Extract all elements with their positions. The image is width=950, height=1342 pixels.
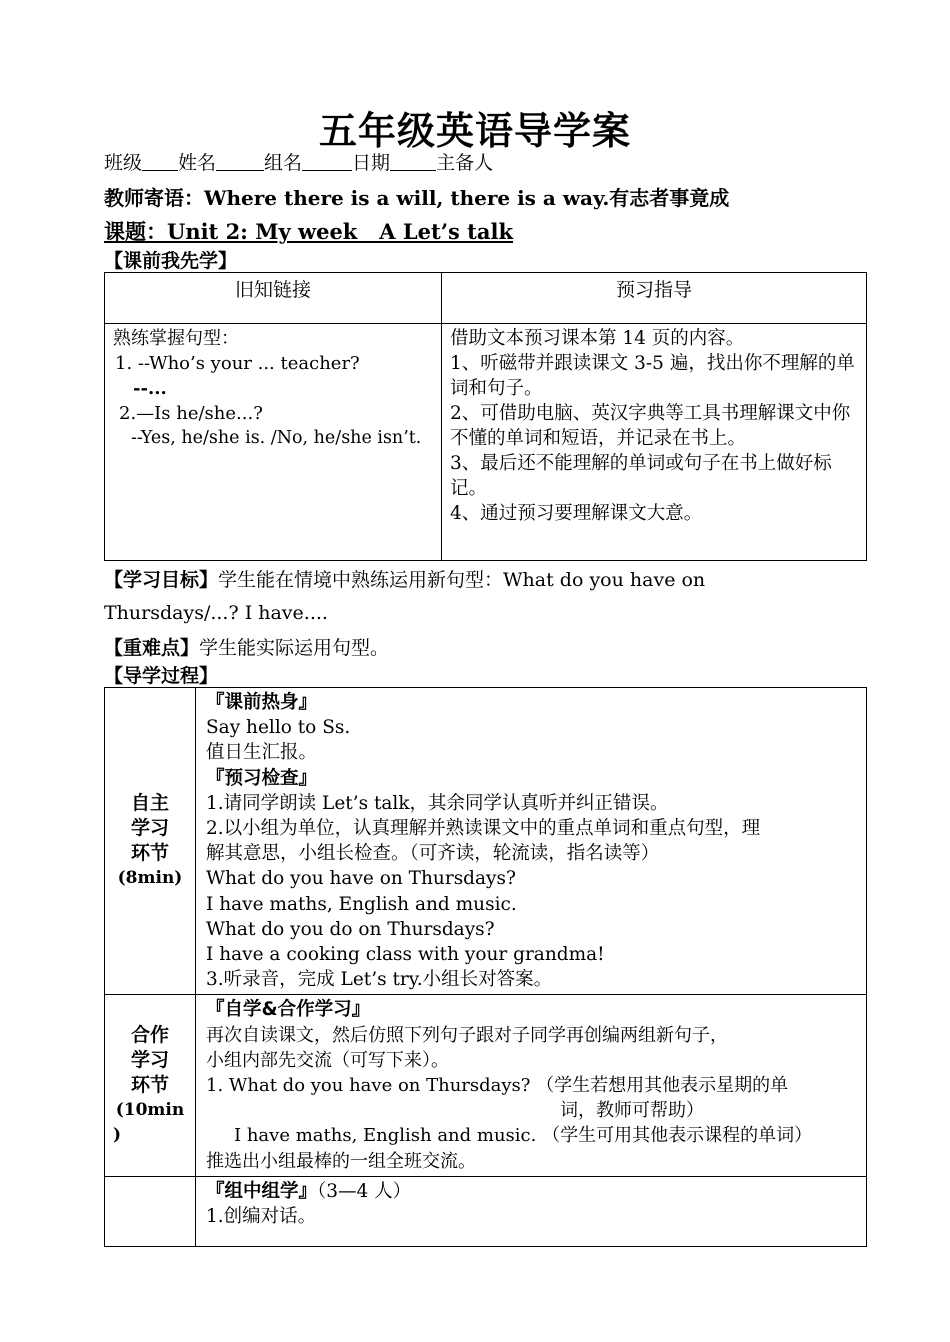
group-label: 组名: [264, 152, 303, 174]
content-line: 推选出小组最棒的一组全班交流。: [206, 1150, 476, 1172]
self-study-content: [196, 688, 867, 995]
content-line: I have maths, English and music. （学生可用其他表示课程的单词）: [234, 1125, 813, 1147]
key-point: [104, 633, 389, 660]
lesson-topic: [104, 216, 513, 246]
content-line: 解其意思，小组长检查。（可齐读，轮流读，指名读等）: [206, 843, 660, 865]
name-blank[interactable]: [216, 152, 264, 171]
old-knowledge-line: 2.—Is he/she...?: [119, 403, 263, 424]
class-blank[interactable]: [142, 152, 178, 171]
content-line: 1.创编对话。: [206, 1206, 317, 1228]
date-blank[interactable]: [390, 152, 436, 171]
topic-label: 课题：: [104, 219, 167, 244]
stage-label: 自主: [130, 792, 169, 815]
stage-label: 学习: [130, 817, 169, 840]
stage-duration: (8min): [117, 868, 183, 889]
preview-guide-line: 4、通过预习要理解课文大意。: [450, 503, 703, 524]
section-title: 『组中组学』: [206, 1180, 318, 1202]
preview-section-heading: 【课前我先学】: [104, 250, 238, 272]
class-label: 班级: [104, 152, 143, 174]
old-knowledge-line: --Yes, he/she is. /No, he/she isn’t.: [131, 428, 422, 448]
content-line: I have maths, English and music.: [206, 893, 517, 915]
stage-label: 环节: [130, 1074, 169, 1097]
learning-goal-continued: Thursdays/...? I have....: [104, 602, 328, 624]
content-line: 1.请同学朗读 Let’s talk，其余同学认真听并纠正错误。: [206, 792, 669, 814]
old-knowledge-line: 熟练掌握句型：: [113, 328, 239, 349]
preview-guide-header: 预习指导: [442, 273, 867, 324]
teacher-motto: [104, 182, 729, 211]
student-info-line: [104, 148, 493, 175]
content-line: 3.听录音，完成 Let’s try.小组长对答案。: [206, 969, 553, 991]
preparer-label: 主备人: [436, 152, 494, 174]
section-title: 『课前热身』: [206, 692, 318, 713]
stage-duration-end: ): [113, 1125, 122, 1146]
key-point-text: 学生能实际运用句型。: [199, 637, 390, 659]
stage-label: 环节: [130, 842, 169, 865]
section-title: 『预习检查』: [206, 767, 318, 789]
learning-goal: [104, 565, 705, 592]
preview-guide-cell: [442, 324, 867, 561]
old-knowledge-line: 1. --Who’s your ... teacher?: [115, 353, 360, 374]
goal-text-cn: 学生能在情境中熟练运用新句型：: [218, 569, 504, 591]
motto-text: Where there is a will, there is a way.: [204, 186, 610, 210]
old-knowledge-cell: [105, 324, 442, 561]
group-content: [196, 1176, 867, 1246]
motto-label: 教师寄语：: [104, 186, 204, 210]
topic-text: Unit 2: My week A Let’s talk: [167, 219, 513, 244]
group-stage: [105, 1176, 196, 1246]
content-line: 2.以小组为单位，认真理解并熟读课文中的重点单词和重点句型，理: [206, 818, 761, 840]
self-study-stage: [105, 688, 196, 995]
content-line: I have a cooking class with your grandma!: [206, 944, 605, 966]
page-title: 五年级英语导学案: [318, 109, 631, 153]
date-label: 日期: [352, 152, 391, 174]
section-title: 『自学&合作学习』: [206, 999, 371, 1021]
preview-guide-line: 2、可借助电脑、英汉字典等工具书理解课文中你不懂的单词和短语，并记录在书上。: [450, 403, 851, 449]
group-size: （3—4 人）: [317, 1180, 412, 1202]
stage-label: 学习: [130, 1049, 169, 1072]
preview-guide-line: 借助文本预习课本第 14 页的内容。: [450, 328, 745, 349]
old-knowledge-line: --...: [133, 378, 167, 399]
preview-guide-line: 1、听磁带并跟读课文 3-5 遍，找出你不理解的单词和句子。: [450, 353, 855, 399]
name-label: 姓名: [178, 152, 217, 174]
goal-text-en: What do you have on: [503, 569, 706, 591]
content-line: What do you do on Thursdays?: [206, 918, 495, 940]
content-line: What do you have on Thursdays?: [206, 868, 516, 890]
stage-label: 合作: [130, 1024, 169, 1047]
content-line: 再次自读课文，然后仿照下列句子跟对子同学再创编两组新句子，: [206, 1024, 728, 1046]
content-line: 词，教师可帮助）: [560, 1100, 704, 1122]
content-line: Say hello to Ss.: [206, 717, 351, 739]
goal-label: 【学习目标】: [104, 569, 219, 591]
process-heading: 【导学过程】: [104, 665, 219, 687]
content-line: 小组内部先交流（可写下来）。: [206, 1049, 449, 1071]
stage-duration: (10min: [115, 1100, 185, 1121]
preview-guide-line: 3、最后还不能理解的单词或句子在书上做好标记。: [450, 453, 832, 499]
motto-chinese: 有志者事竟成: [609, 186, 730, 210]
old-knowledge-header: 旧知链接: [105, 273, 442, 324]
process-table: [104, 687, 867, 1247]
key-point-label: 【重难点】: [104, 637, 200, 659]
content-line: 1. What do you have on Thursdays? （学生若想用其他表示星期的单: [206, 1075, 789, 1097]
group-blank[interactable]: [302, 152, 352, 171]
cooperation-stage: [105, 995, 196, 1176]
section-title-line: [206, 1179, 856, 1204]
cooperation-content: [196, 995, 867, 1176]
content-line: 值日生汇报。: [206, 742, 318, 764]
preview-table: [104, 272, 867, 561]
